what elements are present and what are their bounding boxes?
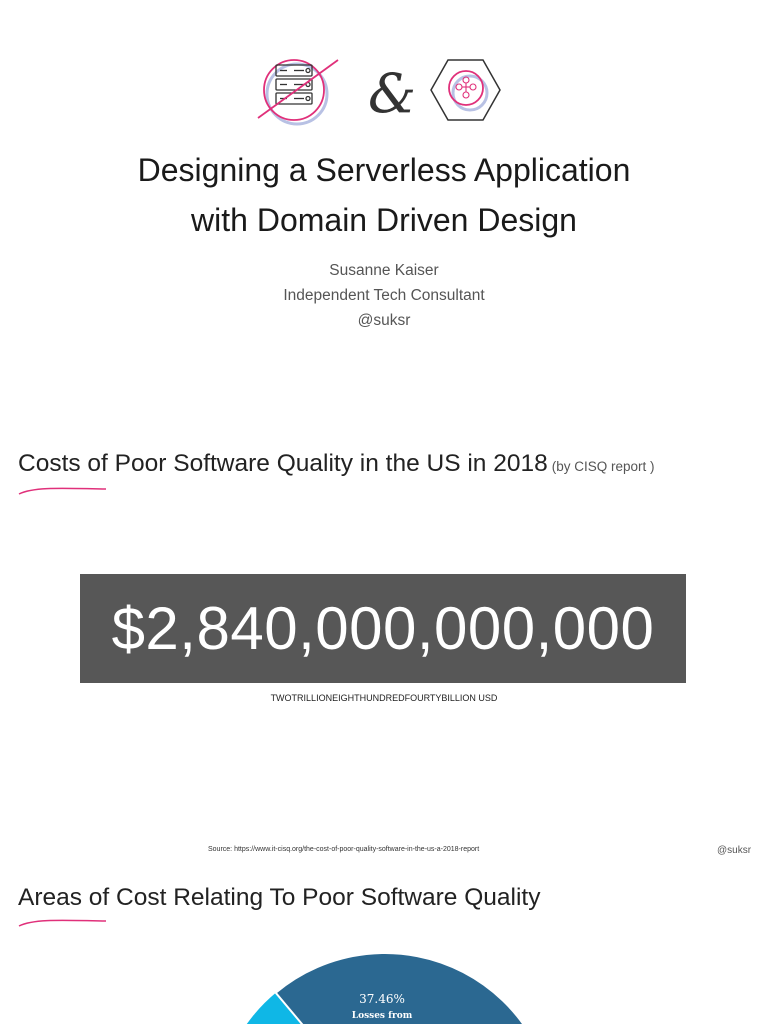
costs-heading-note: (by CISQ report ) (551, 459, 655, 474)
big-number: $2,840,000,000,000 (111, 595, 655, 662)
author-handle: @suksr (357, 312, 411, 329)
footer-handle: @suksr (717, 845, 752, 856)
title-line-1: Designing a Serverless Application (137, 152, 631, 188)
title-logos (250, 50, 510, 130)
pie-slice-category-label: Losses from (351, 1011, 413, 1021)
ampersand-glyph: & (368, 62, 417, 125)
title-line-2: with Domain Driven Design (191, 202, 577, 238)
domain-hexagon-icon (431, 60, 500, 120)
author-role: Independent Tech Consultant (283, 287, 485, 304)
pie-slice-value-label: 37.46% (359, 992, 405, 1006)
pie-svg (240, 948, 530, 1024)
heading-underline-swoosh-2 (18, 916, 108, 928)
logo-group (250, 50, 510, 130)
areas-heading: Areas of Cost Relating To Poor Software Quality (18, 884, 541, 911)
costs-heading (18, 450, 655, 478)
author-name: Susanne Kaiser (329, 262, 439, 279)
serverless-servers-crossed-icon (258, 60, 338, 124)
slide-title (0, 145, 768, 245)
source-citation: Source: https://www.it-cisq.org/the-cost-of-poor-quality-software-in-the-us-a-2018-report (208, 846, 480, 853)
author-block (0, 258, 768, 333)
costs-heading-text: Costs of Poor Software Quality in the US in 2018 (18, 450, 548, 477)
cost-areas-pie-chart (240, 948, 530, 1024)
big-number-box (80, 574, 686, 683)
heading-underline-swoosh (18, 484, 108, 496)
big-number-words: TWOTRILLIONEIGHTHUNDREDFOURTYBILLION USD (270, 693, 498, 703)
